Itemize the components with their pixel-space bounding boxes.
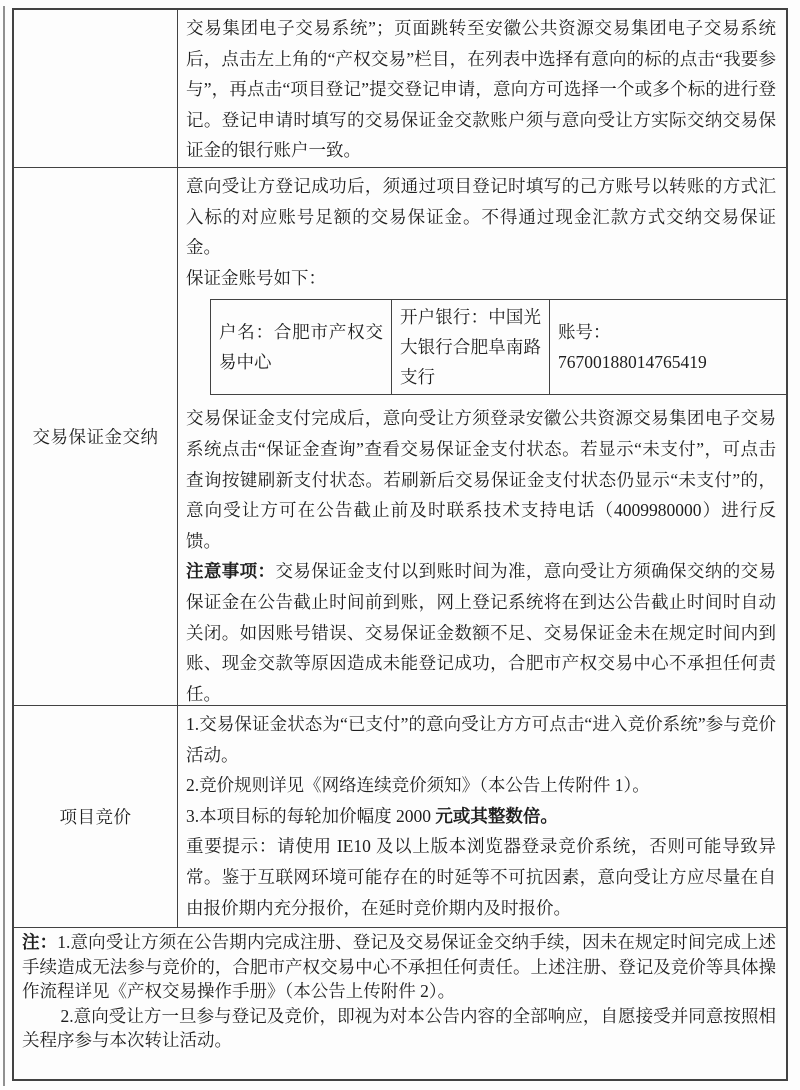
registration-continued-text: 交易集团电子交易系统”；页面跳转至安徽公共资源交易集团电子交易系统后，点击左上角的“产权交易”栏目，在列表中选择有意向的标的点击“我要参与”，再点击“项目登记”提交登记申请，意向方可选择一个或多个标的进行登记。登记申请时填写的交易保证金交款账户须与意向受让方实际交纳交易保证金的银行账户一致。 bbox=[186, 18, 776, 161]
deposit-notice-lead: 注意事项： bbox=[186, 561, 276, 582]
deposit-account-table bbox=[210, 299, 786, 395]
bidding-row-label: 项目竞价 bbox=[14, 706, 178, 927]
deposit-row-label: 交易保证金交纳 bbox=[14, 168, 178, 705]
note-1 bbox=[22, 930, 776, 1004]
account-number-label: 账号： bbox=[558, 322, 611, 343]
bidding-item-1: 1.交易保证金状态为“已支付”的意向受让方方可点击“进入竞价系统”参与竞价活动。 bbox=[186, 714, 776, 765]
deposit-account-intro: 保证金账号如下： bbox=[186, 267, 326, 288]
account-number-cell bbox=[550, 300, 787, 395]
account-holder-cell bbox=[211, 300, 392, 395]
bidding-item-3 bbox=[186, 801, 776, 832]
notice-table bbox=[12, 8, 788, 1081]
deposit-transfer-paragraph: 意向受让方登记成功后，须通过项目登记时填写的己方账号以转账的方式汇入标的对应账号足额的交易保证金。不得通过现金汇款方式交纳交易保证金。 bbox=[186, 176, 776, 258]
notes-section bbox=[14, 928, 786, 1079]
account-holder-text: 户名：合肥市产权交易中心 bbox=[219, 322, 383, 373]
scan-edge-artifact bbox=[3, 6, 5, 1086]
bank-name-text: 开户银行：中国光大银行合肥阜南路支行 bbox=[400, 307, 541, 388]
deposit-account-row bbox=[211, 300, 787, 395]
bidding-item-3-increment: 元或其整数倍。 bbox=[435, 805, 558, 826]
deposit-notice-body: 交易保证金支付以到账时间为准，意向受让方须确保交纳的交易保证金在公告截止时间前到账，网上登记系统将在到达公告截止时间时自动关闭。如因账号错误、交易保证金数额不足、交易保证金未在规定时间内到账、现金交款等原因造成未能登记成功，合肥市产权交易中心不承担任何责任。 bbox=[186, 561, 776, 704]
note-2: 2.意向受让方一旦参与登记及竞价，即视为对本公告内容的全部响应，自愿接受并同意按照相关程序参与本次转让活动。 bbox=[22, 1005, 776, 1051]
table-row-registration-continued bbox=[14, 10, 786, 168]
table-row-deposit-payment bbox=[14, 168, 786, 706]
bidding-item-3-prefix: 3.本项目标的每轮加价幅度 2000 bbox=[186, 805, 436, 826]
bidding-instructions-cell bbox=[178, 706, 786, 927]
bank-name-cell bbox=[392, 300, 550, 395]
bidding-item-2: 2.竞价规则详见《网络连续竞价须知》（本公告上传附件 1）。 bbox=[186, 775, 650, 796]
note-lead: 注： bbox=[22, 932, 58, 952]
table-row-project-bidding bbox=[14, 706, 786, 928]
row-label-empty bbox=[14, 10, 178, 167]
deposit-instructions-cell bbox=[178, 168, 786, 705]
account-number-value: 76700188014765419 bbox=[558, 352, 707, 373]
deposit-notice-paragraph bbox=[186, 556, 776, 705]
note-1-body: 1.意向受让方须在公告期内完成注册、登记及交易保证金交纳手续，因未在规定时间完成上述手续造成无法参与竞价的，合肥市产权交易中心不承担任何责任。上述注册、登记及竞价等具体操作流程详见《产权交易操作手册》（本公告上传附件 2）。 bbox=[22, 932, 776, 1002]
bidding-important-tip: 重要提示：请使用 IE10 及以上版本浏览器登录竞价系统，否则可能导致异常。鉴于互联网环境可能存在的时延等不可抗因素，意向受让方应尽量在自由报价期内充分报价，在延时竞价期内及时报价。 bbox=[186, 836, 776, 918]
deposit-status-paragraph: 交易保证金支付完成后，意向受让方须登录安徽公共资源交易集团电子交易系统点击“保证金查询”查看交易保证金支付状态。若显示“未支付”，可点击查询按键刷新支付状态。若刷新后交易保证金支付状态仍显示“未支付”的，意向受让方可在公告截止前及时联系技术支持电话（4009980000）进行反馈。 bbox=[186, 408, 776, 551]
registration-instructions-cell bbox=[178, 10, 786, 167]
